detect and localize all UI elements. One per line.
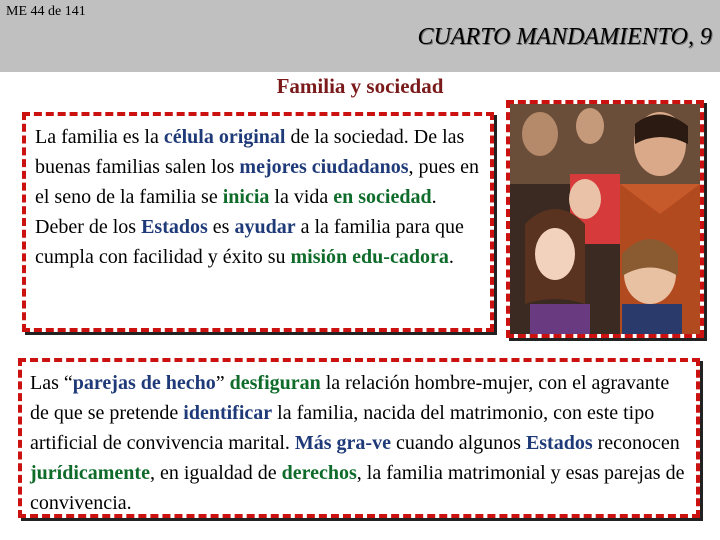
text-run: , la familia matrimonial y esas parejas de convivencia. <box>30 462 685 514</box>
text-run: . Deber de los <box>35 186 437 238</box>
highlight-term: derechos <box>281 462 357 484</box>
highlight-term: desfiguran <box>229 372 321 394</box>
family-society-textbox <box>22 112 494 332</box>
family-society-text <box>35 122 486 272</box>
text-run: la vida <box>269 186 334 208</box>
text-run: Las “ <box>30 372 73 394</box>
highlight-term: inicia <box>222 186 270 208</box>
highlight-term: jurídicamente <box>30 462 150 484</box>
highlight-term: Estados <box>141 216 208 238</box>
text-run: , pues en el seno de la familia se <box>35 156 480 208</box>
text-run: a la familia para que cumpla con facilidad y éxito su <box>35 216 464 268</box>
text-run: . <box>448 246 454 268</box>
text-run: cuando algunos <box>390 432 526 454</box>
header-bar <box>0 0 720 72</box>
text-run: ” <box>215 372 230 394</box>
text-run: la familia, nacida del matrimonio, con este tipo artificial de convivencia marital. <box>30 402 655 454</box>
text-run: , en igualdad de <box>149 462 282 484</box>
text-run: reconocen <box>592 432 680 454</box>
highlight-term: Estados <box>525 432 593 454</box>
text-run: La familia es la <box>35 126 164 148</box>
text-run: es <box>207 216 235 238</box>
highlight-term: misión edu-cadora <box>290 246 449 268</box>
highlight-term: ayudar <box>234 216 296 238</box>
highlight-term: en sociedad <box>333 186 432 208</box>
slide-number: ME 44 de 141 <box>6 4 86 19</box>
highlight-term: célula original <box>163 126 286 148</box>
de-facto-couples-textbox <box>18 358 700 518</box>
section-subtitle: Familia y sociedad <box>276 74 444 98</box>
text-run: la relación hombre-mujer, con el agravante de que se pretende <box>30 372 670 424</box>
family-photo <box>506 100 704 338</box>
slide-title: CUARTO MANDAMIENTO, 9 <box>417 24 712 50</box>
highlight-term: mejores ciudadanos <box>239 156 409 178</box>
text-run: de la sociedad. De las buenas familias salen los <box>35 126 465 178</box>
family-photo-illustration <box>510 104 700 334</box>
de-facto-couples-text <box>30 368 690 518</box>
highlight-term: Más gra-ve <box>294 432 391 454</box>
highlight-term: identificar <box>183 402 273 424</box>
highlight-term: parejas de hecho <box>72 372 216 394</box>
